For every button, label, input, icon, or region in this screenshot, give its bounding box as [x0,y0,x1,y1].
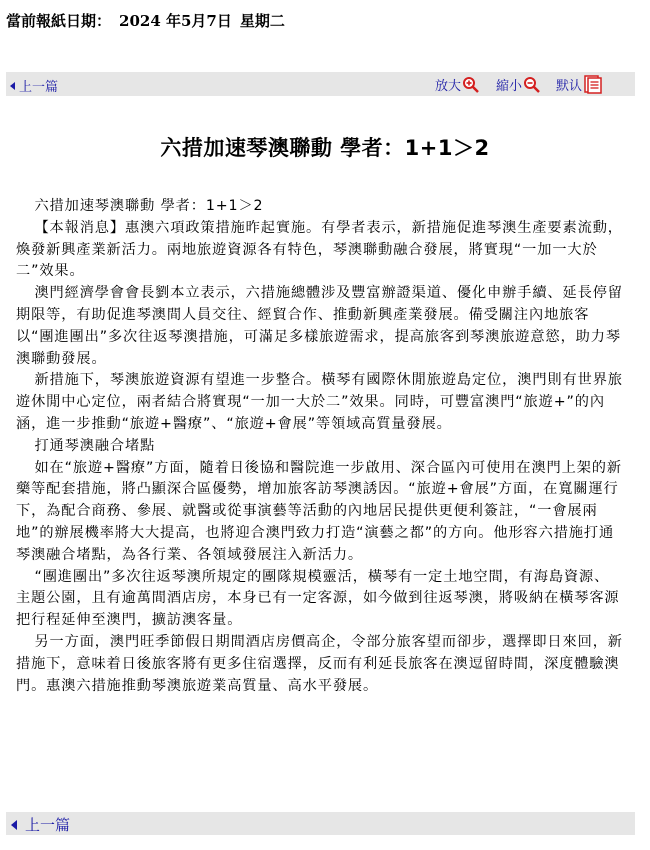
article-headline: 六措加速琴澳聯動 學者：1+1＞2 [160,136,490,160]
article-paragraph: 【本報消息】惠澳六項政策措施昨起實施。有學者表示，新措施促進琴澳生產要素流動，煥發新興產業新活力。兩地旅遊資源各有特色，琴澳聯動融合發展，將實現“一加一大於二”效果。 [16,219,623,280]
default-size-button[interactable] [556,75,603,94]
article-paragraph: 如在“旅遊+醫療”方面，隨着日後協和醫院進一步啟用、深合區內可使用在澳門上架的新藥等配套措施，將凸顯深合區優勢，增加旅客訪琴澳誘因。“旅遊+會展”方面，在寬關運行下，為配合商務、參展、就醫或從事演藝等活動的內地居民提供更便利簽註，“一會展兩地”的辦展機率將大大提高，也將迎合澳門致力打造“演藝之都”的方向。他形容六措施打通琴澳融合堵點，為各行業、各領域發展注入新活力。 [16,459,622,563]
prev-article-label: 上一篇 [19,80,59,95]
article-paragraph: 新措施下，琴澳旅遊資源有望進一步整合。橫琴有國際休閒旅遊島定位，澳門則有世界旅遊休閒中心定位，兩者結合將實現“一加一大於二”效果。同時，可豐富澳門“旅遊+”的內涵，進一步推動“旅遊+醫療”、“旅遊+會展”等領域高質量發展。 [16,372,623,432]
prev-article-link[interactable] [10,76,58,95]
article-paragraph: “團進團出”多次往返琴澳所規定的團隊規模靈活，橫琴有一定土地空間，有海島資源、主題公園，且有逾萬間酒店房，本身已有一定客源，如今做到往返琴澳，將吸納在橫琴客源把行程延伸至澳門，擴訪澳客量。 [16,568,620,629]
article-paragraph: 澳門經濟學會會長劉本立表示，六措施總體涉及豐富辦證渠道、優化申辦手續、延長停留期限等，有助促進琴澳間人員交往、經貿合作、推動新興產業發展。備受關注內地旅客以“團進團出”多次往返琴澳措施，可滿足多樣旅遊需求，提高旅客到琴澳旅遊意慾，助力琴澳聯動發展。 [16,285,623,367]
zoom-in-label: 放大 [435,79,462,94]
date-value: 2024 年5月7日 [119,12,232,30]
newspaper-date-line [6,10,293,31]
zoom-in-button[interactable] [435,75,480,94]
prev-article-link-bottom[interactable] [11,814,70,835]
article-paragraph: 另一方面，澳門旺季節假日期間酒店房價高企，令部分旅客望而卻步，選擇即日來回，新措施下，意味着日後旅客將有更多住宿選擇，反而有利延長旅客在澳逗留時間，深度體驗澳門。惠澳六措施推動琴澳旅遊業高質量、高水平發展。 [16,633,623,694]
weekday: 星期二 [239,12,285,30]
arrow-left-icon [10,82,15,90]
article-body [16,196,624,697]
prev-article-label: 上一篇 [25,816,71,834]
arrow-left-icon [11,820,17,830]
default-size-label: 默认 [556,79,583,94]
document-icon [583,75,603,94]
zoom-in-icon [462,76,480,94]
bottom-nav-bar [6,812,635,835]
zoom-out-label: 縮小 [496,79,523,94]
date-label: 當前報紙日期： [6,12,112,30]
zoom-out-button[interactable] [496,75,541,94]
article-subheading: 打通琴澳融合堵點 [34,437,156,454]
zoom-out-icon [523,76,541,94]
top-toolbar [6,72,635,96]
article-subtitle: 六措加速琴澳聯動 學者：1+1＞2 [34,198,264,214]
